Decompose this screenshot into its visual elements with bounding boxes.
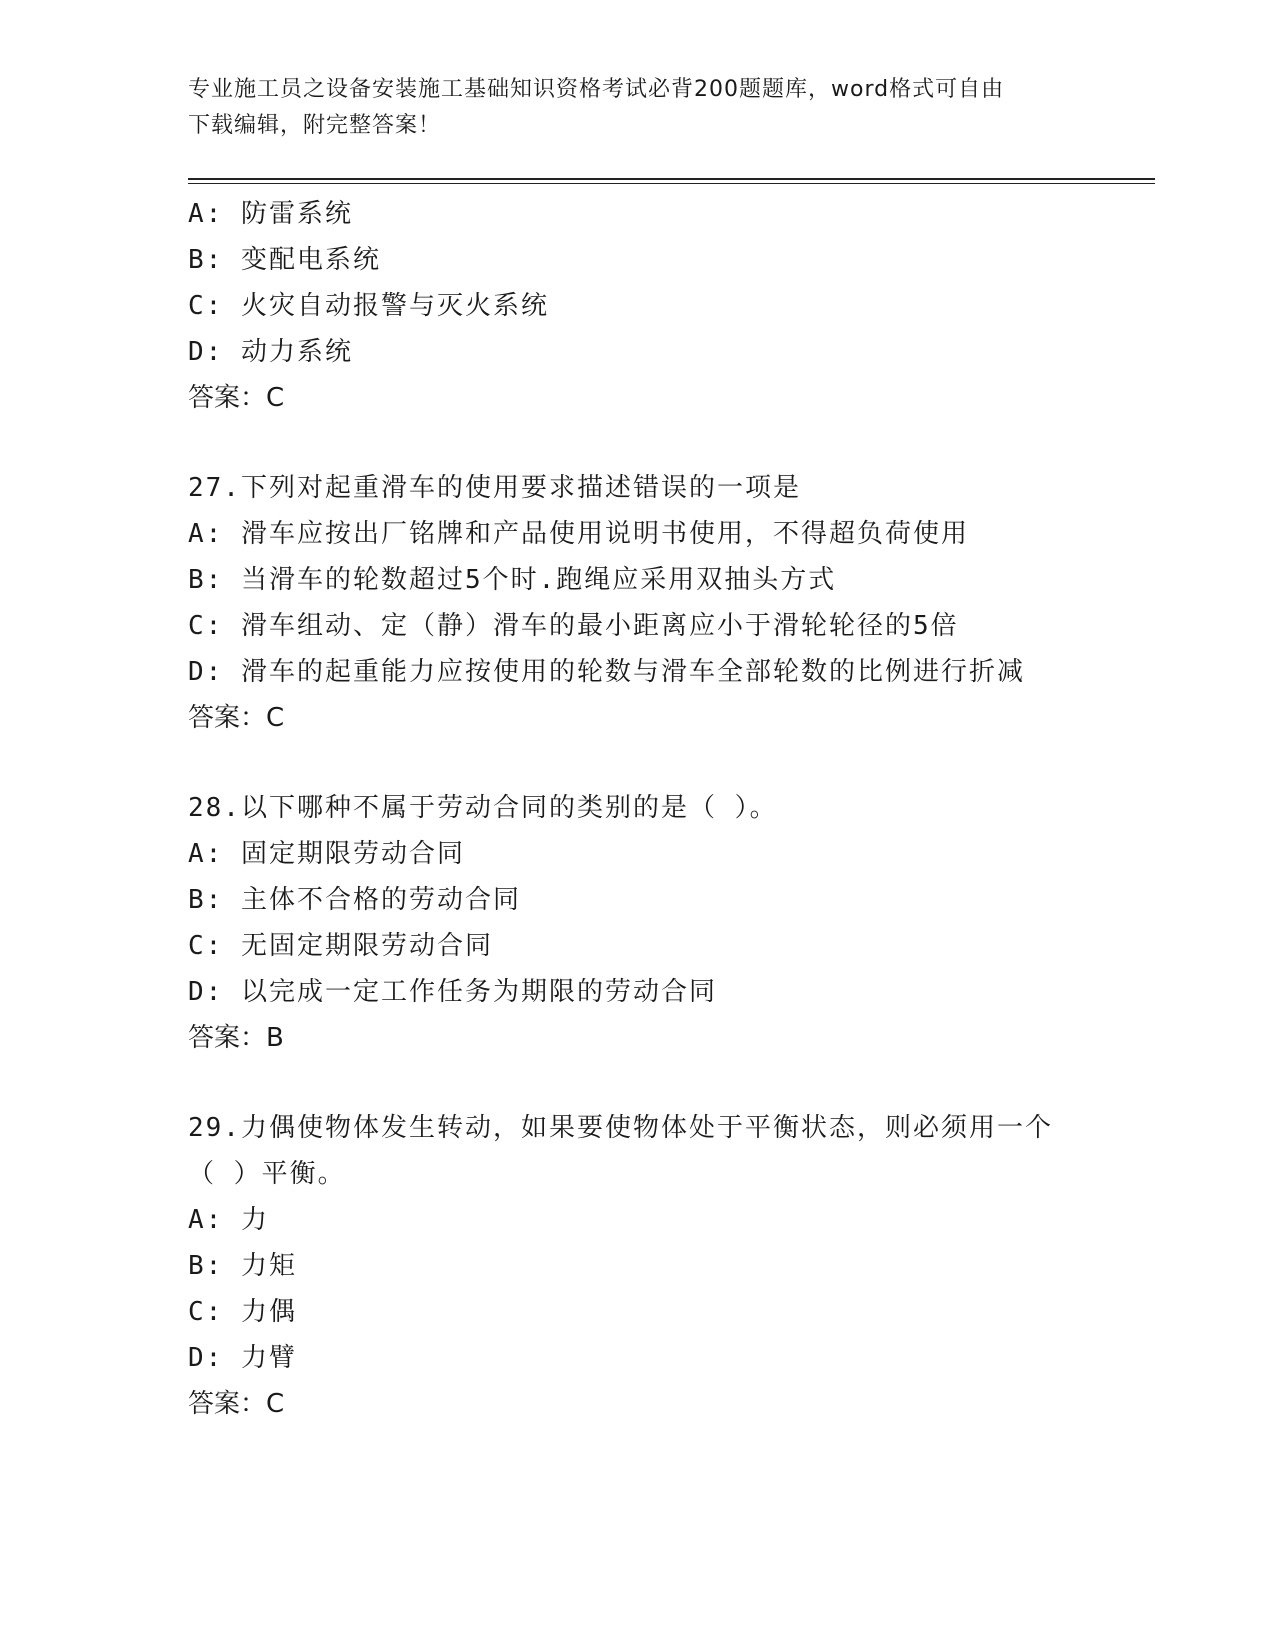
question-block-28 <box>188 785 1155 1061</box>
option-d: D: 以完成一定工作任务为期限的劳动合同 <box>188 977 717 1007</box>
option-d: D: 动力系统 <box>188 337 353 367</box>
block-spacer <box>188 741 1155 785</box>
option-a: A: 防雷系统 <box>188 199 353 229</box>
header-divider-thick <box>188 178 1155 180</box>
question-block-29 <box>188 1105 1155 1427</box>
option-a: A: 力 <box>188 1205 269 1235</box>
question-text: 28.以下哪种不属于劳动合同的类别的是（ ）。 <box>188 793 778 823</box>
answer-line: 答案：C <box>188 383 285 413</box>
option-a: A: 滑车应按出厂铭牌和产品使用说明书使用，不得超负荷使用 <box>188 519 969 549</box>
question-text-line-1: 29.力偶使物体发生转动，如果要使物体处于平衡状态，则必须用一个 <box>188 1113 1053 1143</box>
header-divider-thin <box>188 183 1155 184</box>
block-spacer <box>188 1061 1155 1105</box>
option-c: C: 力偶 <box>188 1297 297 1327</box>
option-d: D: 力臂 <box>188 1343 297 1373</box>
document-header <box>188 72 1088 144</box>
option-b: B: 当滑车的轮数超过5个时.跑绳应采用双抽头方式 <box>188 565 837 595</box>
option-c: C: 火灾自动报警与灭火系统 <box>188 291 549 321</box>
option-a: A: 固定期限劳动合同 <box>188 839 465 869</box>
option-c: C: 滑车组动、定（静）滑车的最小距离应小于滑轮轮径的5倍 <box>188 611 959 641</box>
option-b: B: 力矩 <box>188 1251 297 1281</box>
header-title-line-2: 下载编辑，附完整答案！ <box>188 113 442 138</box>
question-block-27 <box>188 465 1155 741</box>
option-b: B: 变配电系统 <box>188 245 381 275</box>
answer-line: 答案：B <box>188 1023 284 1053</box>
question-text-line-2: （ ）平衡。 <box>188 1159 346 1189</box>
question-text: 27.下列对起重滑车的使用要求描述错误的一项是 <box>188 473 801 503</box>
option-d: D: 滑车的起重能力应按使用的轮数与滑车全部轮数的比例进行折减 <box>188 657 1025 687</box>
question-list <box>188 191 1155 1427</box>
answer-line: 答案：C <box>188 1389 285 1419</box>
block-spacer <box>188 421 1155 465</box>
header-title-line-1: 专业施工员之设备安装施工基础知识资格考试必背200题题库，word格式可自由 <box>188 77 1005 102</box>
answer-line: 答案：C <box>188 703 285 733</box>
option-c: C: 无固定期限劳动合同 <box>188 931 493 961</box>
option-b: B: 主体不合格的劳动合同 <box>188 885 521 915</box>
question-block-continued <box>188 191 1155 421</box>
